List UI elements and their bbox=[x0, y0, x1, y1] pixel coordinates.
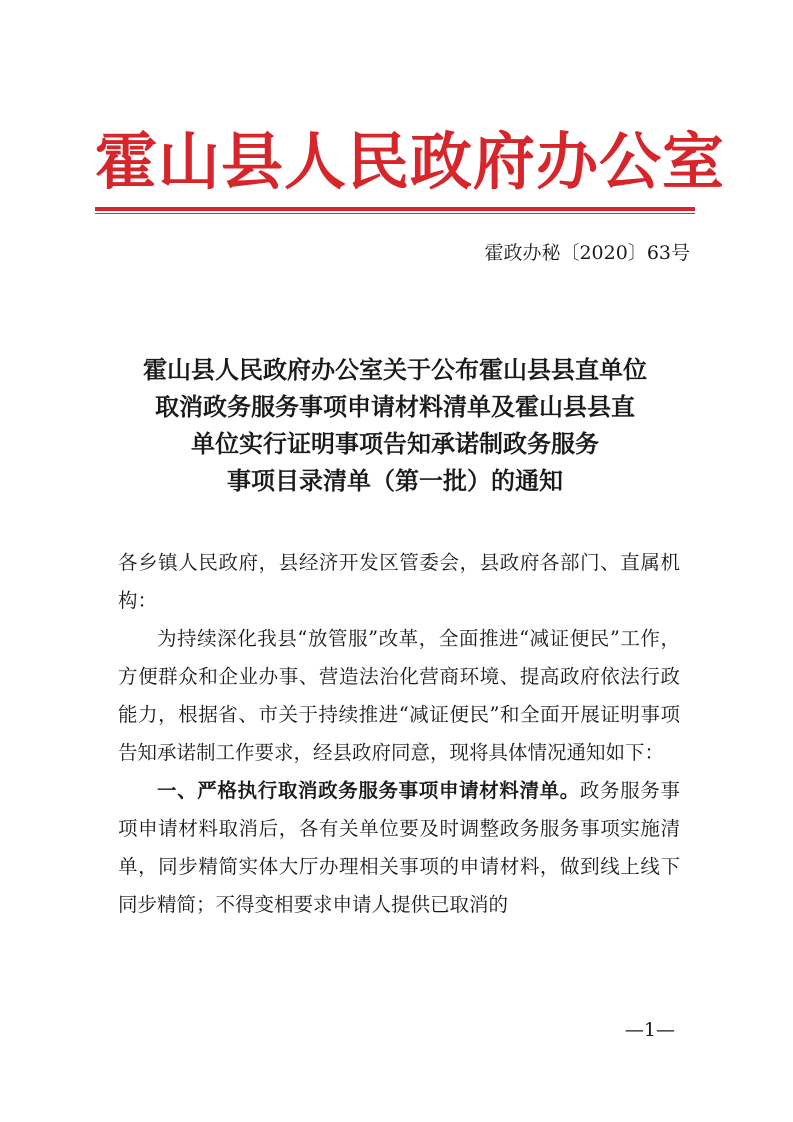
document-body bbox=[118, 544, 680, 924]
masthead-title: 霍山县人民政府办公室 bbox=[95, 125, 726, 198]
title-line: 取消政务服务事项申请材料清单及霍山县县直 bbox=[155, 393, 635, 421]
title-line: 单位实行证明事项告知承诺制政务服务 bbox=[191, 430, 599, 458]
section-1-text: 政务服务事项申请材料取消后，各有关单位要及时调整政务服务事项实施清单，同步精简实体大厅办理相关事项的申请材料，做到线上线下同步精简；不得变相要求申请人提供已取消的 bbox=[118, 779, 680, 916]
masthead-red-rule-thin bbox=[95, 213, 695, 214]
document-title bbox=[105, 352, 685, 500]
recipients: 各乡镇人民政府，县经济开发区管委会，县政府各部门、直属机构： bbox=[118, 551, 680, 612]
section-1-heading: 一、严格执行取消政务服务事项申请材料清单。 bbox=[157, 779, 580, 802]
document-number: 霍政办秘〔2020〕63号 bbox=[484, 242, 690, 264]
paragraph-intro: 为持续深化我县“放管服”改革，全面推进“减证便民”工作，方便群众和企业办事、营造法治化营商环境、提高政府依法行政能力，根据省、市关于持续推进“减证便民”和全面开展证明事项告知承诺制工作要求，经县政府同意，现将具体情况通知如下： bbox=[118, 627, 680, 764]
masthead-red-rule bbox=[95, 207, 695, 211]
page-number: —1— bbox=[624, 1019, 675, 1041]
title-line: 霍山县人民政府办公室关于公布霍山县县直单位 bbox=[143, 356, 647, 384]
section-1 bbox=[118, 772, 680, 924]
title-line: 事项目录清单（第一批）的通知 bbox=[227, 467, 563, 495]
